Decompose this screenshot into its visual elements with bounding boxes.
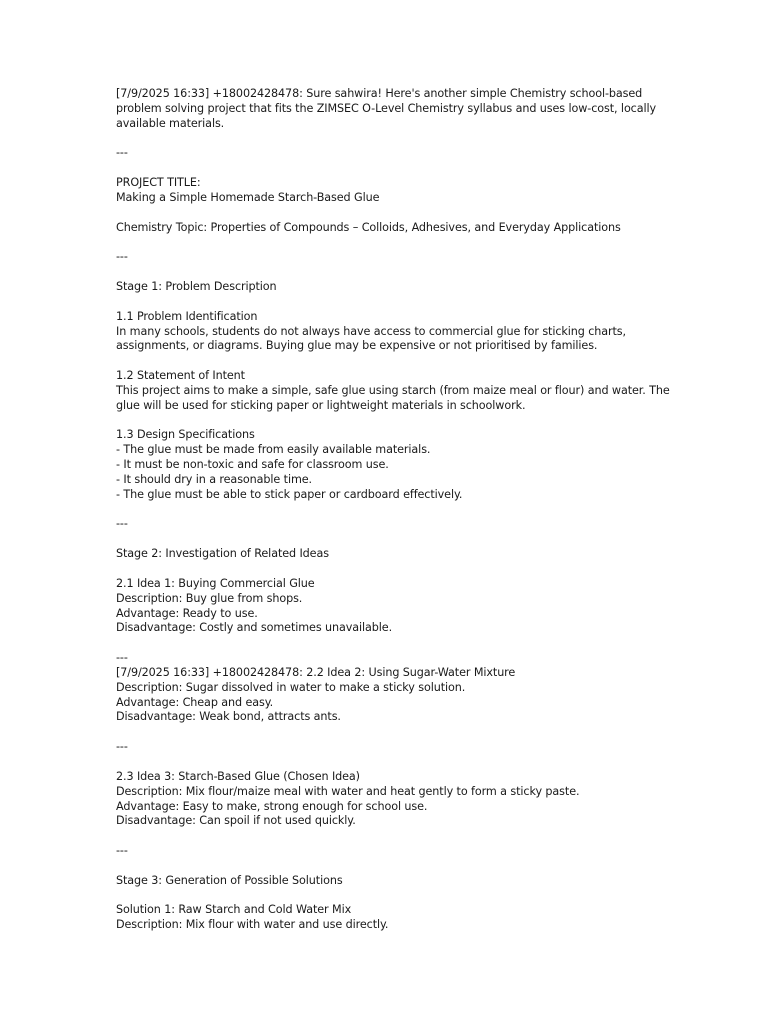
separator: --- [116,651,128,665]
text-line: Description: Buy glue from shops. [116,591,303,605]
separator: --- [116,844,128,858]
stage-heading: Stage 1: Problem Description [116,279,277,293]
text-line: [7/9/2025 16:33] +18002428478: 2.2 Idea 2: Using Sugar-Water Mixture [116,665,516,679]
list-item: - The glue must be able to stick paper or cardboard effectively. [116,487,463,501]
blank-line [116,414,656,429]
text-line: Advantage: Cheap and easy. [116,695,274,709]
list-item: - The glue must be made from easily available materials. [116,443,431,457]
separator: --- [116,517,128,531]
blank-line [116,503,656,518]
blank-line [116,755,656,770]
separator: --- [116,146,128,160]
text-line: Advantage: Easy to make, strong enough for school use. [116,799,428,813]
text-line: Advantage: Ready to use. [116,606,258,620]
blank-line [116,725,656,740]
separator: --- [116,740,128,754]
text-line: Disadvantage: Costly and sometimes unavailable. [116,621,393,635]
blank-line [116,859,656,874]
text-line: Disadvantage: Can spoil if not used quickly. [116,814,356,828]
text-line: This project aims to make a simple, safe glue using starch (from maize meal or flour) and water. The [116,383,670,397]
section-heading: 2.3 Idea 3: Starch-Based Glue (Chosen Idea) [116,769,360,783]
text-line: available materials. [116,116,225,130]
text-line: In many schools, students do not always have access to commercial glue for sticking charts, [116,324,626,338]
blank-line [116,132,656,147]
section-heading: 1.2 Statement of Intent [116,369,245,383]
blank-line [116,161,656,176]
text-line: [7/9/2025 16:33] +18002428478: Sure sahwira! Here's another simple Chemistry school-based [116,87,643,100]
blank-line [116,354,656,369]
separator: --- [116,250,128,264]
blank-line [116,295,656,310]
text-line: Description: Sugar dissolved in water to make a sticky solution. [116,680,466,694]
stage-heading: Stage 2: Investigation of Related Ideas [116,547,329,561]
section-heading: 1.1 Problem Identification [116,309,258,323]
stage-heading: Stage 3: Generation of Possible Solutions [116,873,343,887]
blank-line [116,206,656,221]
text-line: problem solving project that fits the ZIMSEC O-Level Chemistry syllabus and uses low-cost, locally [116,101,657,115]
blank-line [116,235,656,250]
blank-line [116,562,656,577]
text-line: assignments, or diagrams. Buying glue may be expensive or not prioritised by families. [116,339,598,353]
blank-line [116,636,656,651]
blank-line [116,532,656,547]
list-item: - It should dry in a reasonable time. [116,472,312,486]
list-item: - It must be non-toxic and safe for classroom use. [116,458,389,472]
blank-line [116,889,656,904]
chemistry-topic: Chemistry Topic: Properties of Compounds – Colloids, Adhesives, and Everyday Applications [116,220,621,234]
blank-line [116,265,656,280]
document-page [116,87,670,933]
blank-line [116,829,656,844]
text-line: glue will be used for sticking paper or lightweight materials in schoolwork. [116,398,526,412]
section-heading: 1.3 Design Specifications [116,428,255,442]
text-line: Description: Mix flour/maize meal with water and heat gently to form a sticky paste. [116,784,580,798]
section-heading: Solution 1: Raw Starch and Cold Water Mix [116,903,352,917]
project-title-label: PROJECT TITLE: [116,176,201,190]
text-line: Description: Mix flour with water and use directly. [116,918,389,932]
project-title: Making a Simple Homemade Starch-Based Glue [116,190,380,204]
text-line: Disadvantage: Weak bond, attracts ants. [116,710,341,724]
section-heading: 2.1 Idea 1: Buying Commercial Glue [116,576,315,590]
